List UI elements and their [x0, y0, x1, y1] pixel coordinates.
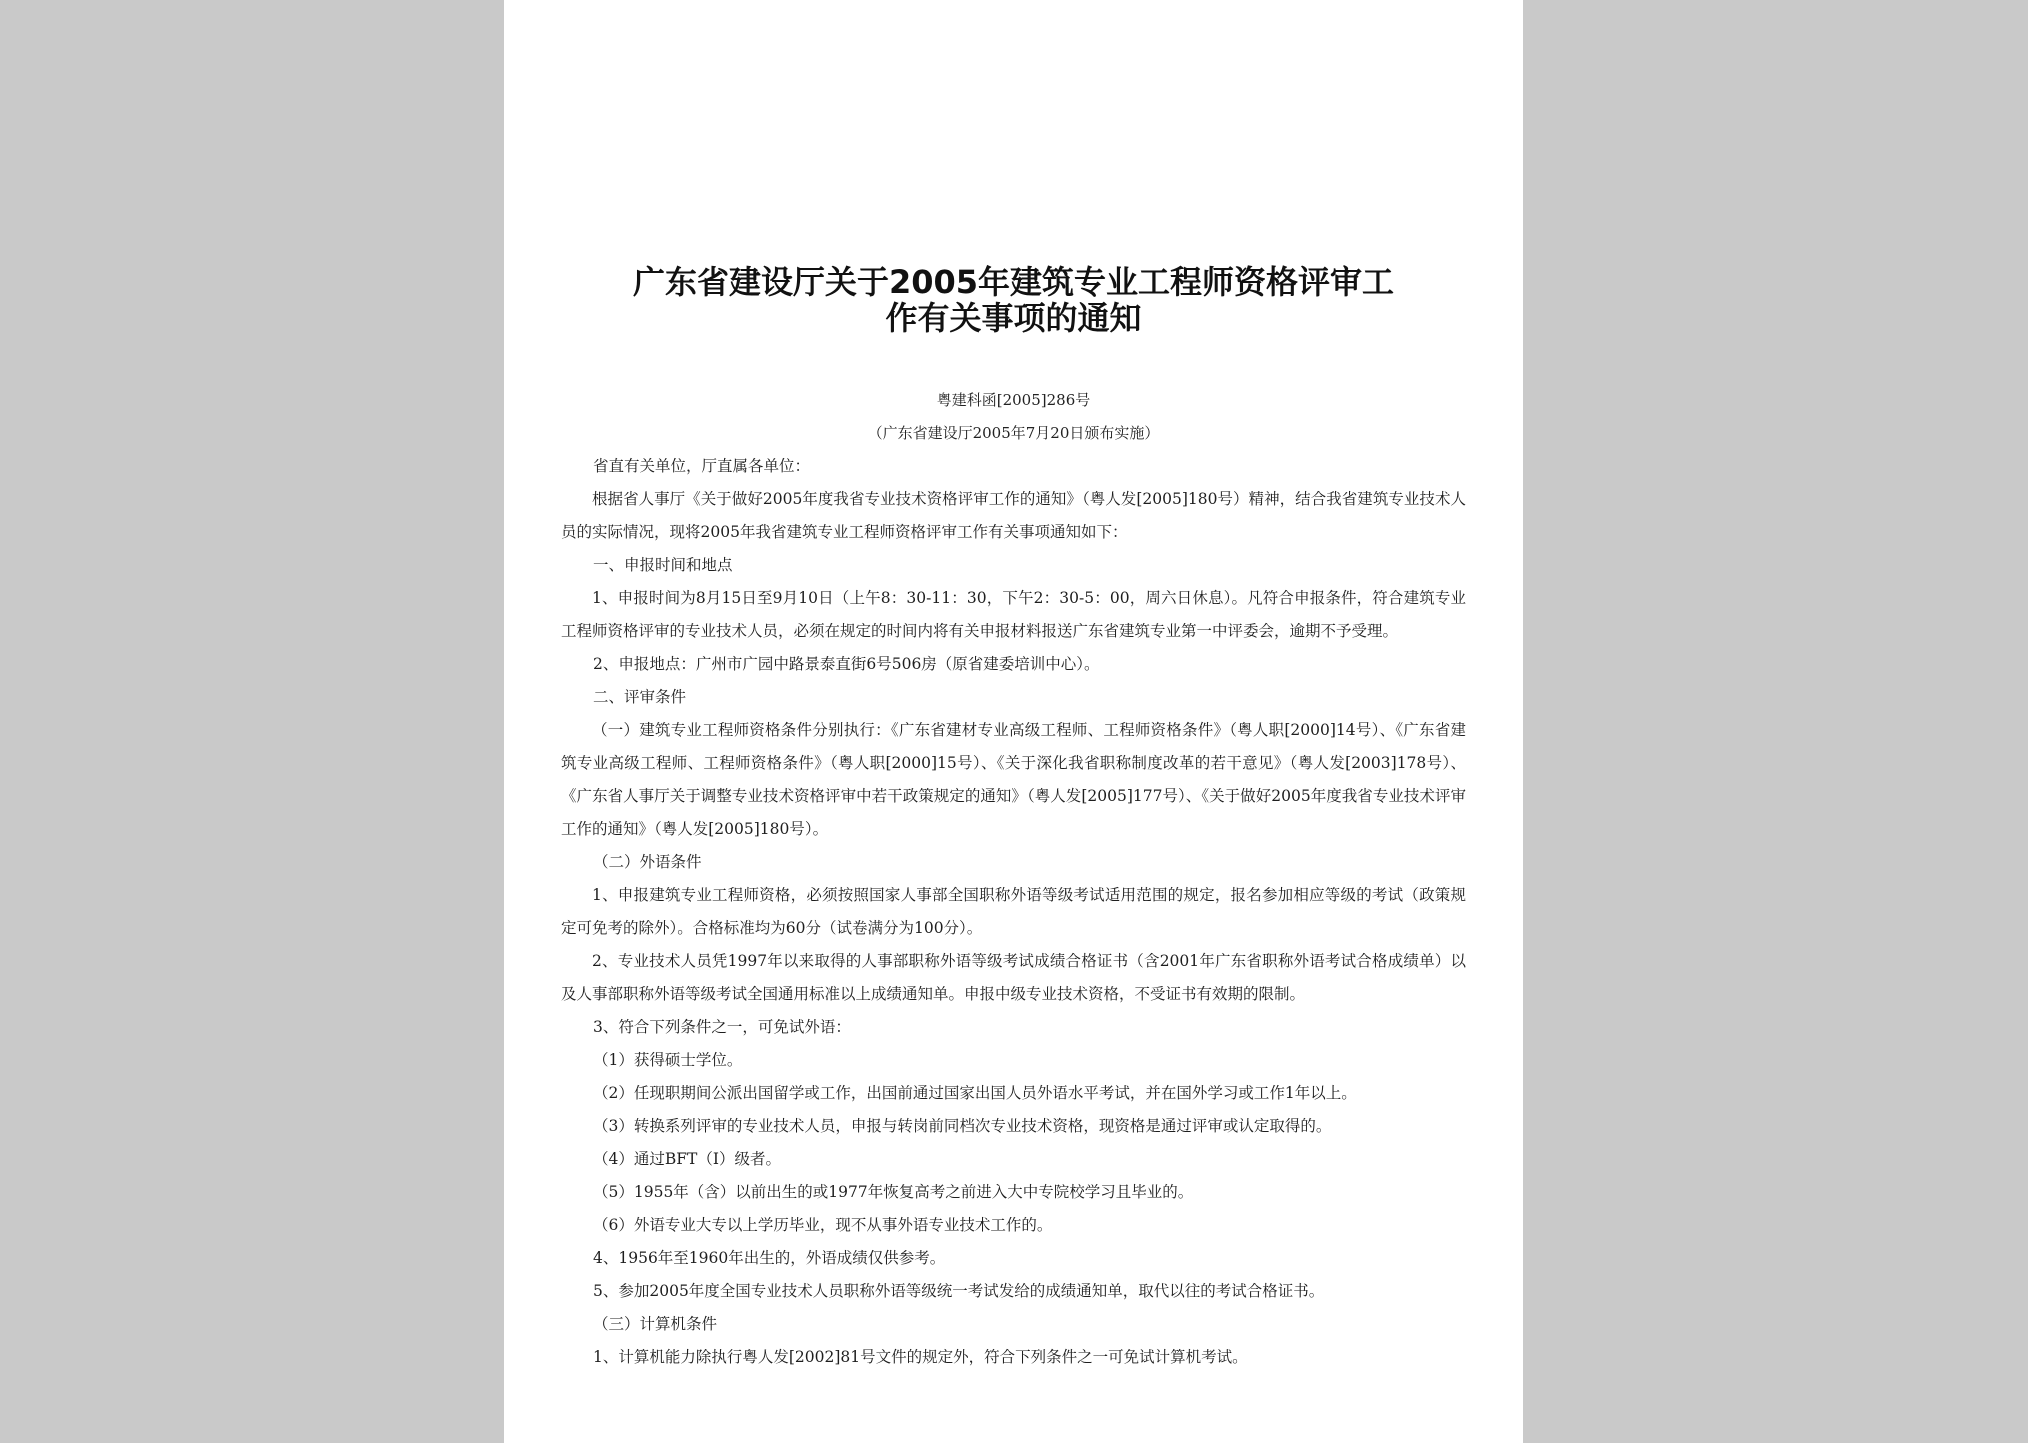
exemption-4: （4）通过BFT（I）级者。: [593, 1150, 781, 1168]
intro-paragraph: 根据省人事厅《关于做好2005年度我省专业技术资格评审工作的通知》（粤人发[2005]180号）精神，结合我省建筑专业技术人员的实际情况，现将2005年我省建筑专业工程师资格评审工作有关事项通知如下：: [561, 490, 1466, 541]
exemption-1: （1）获得硕士学位。: [593, 1051, 743, 1069]
document-title-line-1: 广东省建设厅关于2005年建筑专业工程师资格评审工: [632, 263, 1395, 301]
foreign-language-item-3: 3、符合下列条件之一，可免试外语：: [593, 1018, 851, 1036]
section-1-item-1: 1、申报时间为8月15日至9月10日（上午8：30-11：30，下午2：30-5：00，周六日休息）。凡符合申报条件，符合建筑专业工程师资格评审的专业技术人员，必须在规定的时间内将有关申报材料报送广东省建筑专业第一中评委会，逾期不予受理。: [561, 589, 1466, 640]
document-title-line-2: 作有关事项的通知: [885, 299, 1142, 337]
document-page: [504, 0, 1523, 1443]
exemption-5: （5）1955年（含）以前出生的或1977年恢复高考之前进入大中专院校学习且毕业的。: [593, 1183, 1194, 1201]
section-2-part-1: （一）建筑专业工程师资格条件分别执行：《广东省建材专业高级工程师、工程师资格条件》（粤人职[2000]14号）、《广东省建筑专业高级工程师、工程师资格条件》（粤人职[2000]15号）、《关于深化我省职称制度改革的若干意见》（粤人发[2003]178号）、《广东省人事厅关于调整专业技术资格评审中若干政策规定的通知》（粤人发[2005]177号）、《关于做好2005年度我省专业技术评审工作的通知》（粤人发[2005]180号）。: [561, 721, 1466, 838]
issued-date-note: （广东省建设厅2005年7月20日颁布实施）: [867, 424, 1160, 442]
foreign-language-item-5: 5、参加2005年度全国专业技术人员职称外语等级统一考试发给的成绩通知单，取代以往的考试合格证书。: [593, 1282, 1325, 1300]
section-1-item-2: 2、申报地点：广州市广园中路景泰直街6号506房（原省建委培训中心）。: [593, 655, 1100, 673]
section-1-heading: 一、申报时间和地点: [593, 556, 733, 574]
foreign-language-item-1: 1、申报建筑专业工程师资格，必须按照国家人事部全国职称外语等级考试适用范围的规定，报名参加相应等级的考试（政策规定可免考的除外）。合格标准均为60分（试卷满分为100分）。: [561, 886, 1466, 937]
computer-item-1: 1、计算机能力除执行粤人发[2002]81号文件的规定外，符合下列条件之一可免试计算机考试。: [593, 1348, 1248, 1366]
salutation: 省直有关单位，厅直属各单位：: [593, 457, 811, 475]
exemption-2: （2）任现职期间公派出国留学或工作，出国前通过国家出国人员外语水平考试，并在国外学习或工作1年以上。: [593, 1084, 1357, 1102]
section-2-part-2-heading: （二）外语条件: [593, 853, 702, 871]
exemption-6: （6）外语专业大专以上学历毕业，现不从事外语专业技术工作的。: [593, 1216, 1053, 1234]
section-2-part-3-heading: （三）计算机条件: [593, 1315, 718, 1333]
foreign-language-item-2: 2、专业技术人员凭1997年以来取得的人事部职称外语等级考试成绩合格证书（含2001年广东省职称外语考试合格成绩单）以及人事部职称外语等级考试全国通用标准以上成绩通知单。申报中级专业技术资格，不受证书有效期的限制。: [561, 952, 1466, 1003]
foreign-language-item-4: 4、1956年至1960年出生的，外语成绩仅供参考。: [593, 1249, 946, 1267]
section-2-heading: 二、评审条件: [593, 688, 687, 706]
document-number: 粤建科函[2005]286号: [936, 391, 1091, 409]
exemption-3: （3）转换系列评审的专业技术人员，申报与转岗前同档次专业技术资格，现资格是通过评审或认定取得的。: [593, 1117, 1332, 1135]
